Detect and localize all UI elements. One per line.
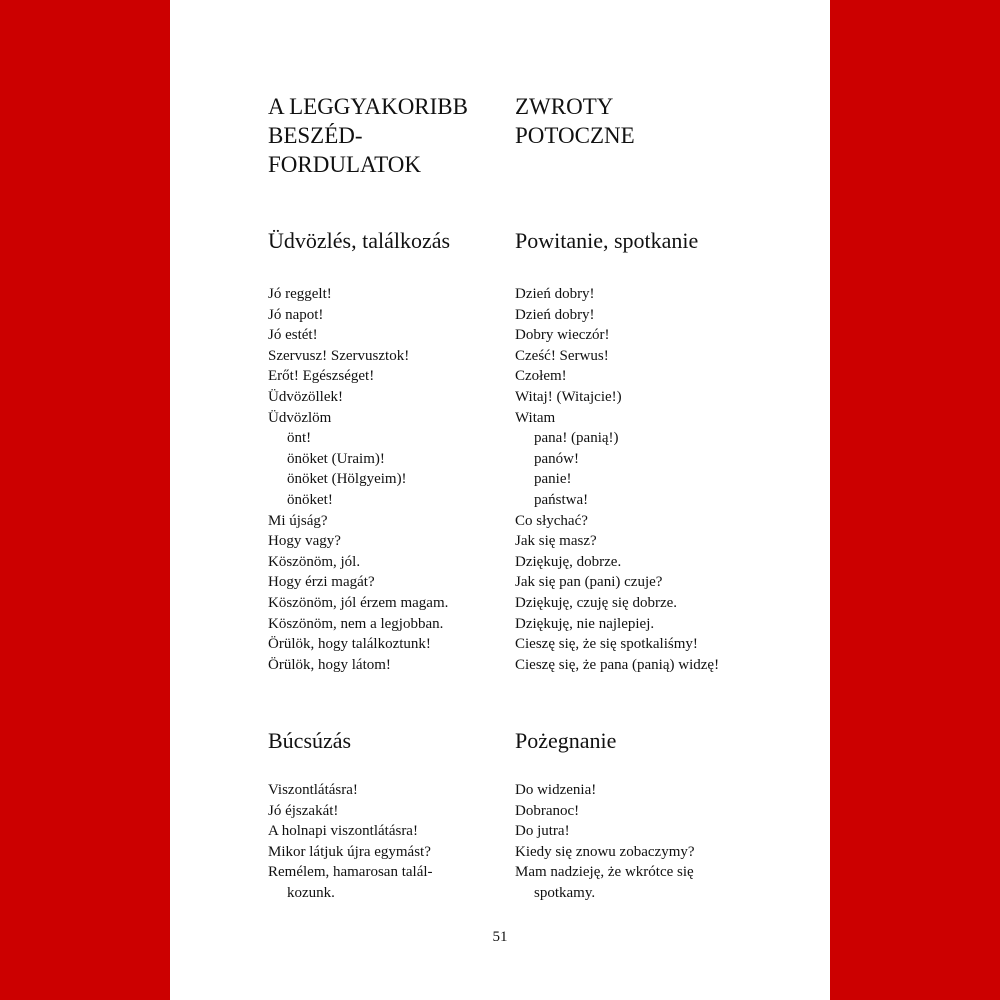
phrase-list-greeting-pl — [515, 284, 815, 675]
phrase-hu: Szervusz! Szervusztok! — [268, 347, 410, 364]
phrase-hu: Köszönöm, jól. — [268, 553, 361, 570]
phrase-pl: spotkamy. — [534, 884, 596, 901]
phrase-hu: Erőt! Egészséget! — [268, 368, 375, 385]
title-hu-line: FORDULATOK — [268, 152, 421, 177]
phrase-hu: Jó reggelt! — [268, 286, 332, 302]
phrase-pl: Cieszę się, że pana (panią) widzę! — [515, 656, 720, 673]
phrase-hu: Köszönöm, nem a legjobban. — [268, 615, 444, 632]
title-polish — [515, 92, 815, 150]
phrase-pl: Jak się pan (pani) czuje? — [515, 574, 663, 591]
phrase-pl: Jak się masz? — [515, 533, 597, 550]
phrase-hu: önt! — [287, 430, 312, 447]
phrase-list-greeting-hu — [268, 284, 508, 675]
phrase-pl: Dziękuję, nie najlepiej. — [515, 615, 655, 632]
title-pl-line: POTOCZNE — [515, 123, 635, 148]
phrase-pl: Do widzenia! — [515, 782, 597, 798]
phrase-pl: Dzień dobry! — [515, 286, 595, 302]
phrase-pl: panie! — [534, 471, 572, 488]
phrase-hu: kozunk. — [287, 884, 335, 901]
phrase-pl: Cieszę się, że się spotkaliśmy! — [515, 636, 698, 653]
phrase-hu: Üdvözlöm — [268, 409, 332, 426]
phrase-hu: Viszontlátásra! — [268, 782, 358, 798]
title-hu-line: BESZÉD- — [268, 123, 363, 148]
phrase-pl: Kiedy się znowu zobaczymy? — [515, 843, 695, 860]
phrase-hu: Mikor látjuk újra egymást? — [268, 843, 431, 860]
phrase-pl: Cześć! Serwus! — [515, 347, 609, 364]
phrase-pl: Witam — [515, 409, 556, 426]
phrase-hu: Örülök, hogy látom! — [268, 656, 391, 673]
phrase-hu: önöket (Hölgyeim)! — [287, 471, 407, 488]
phrase-hu: Mi újság? — [268, 512, 328, 529]
phrase-hu: Remélem, hamarosan talál- — [268, 864, 433, 881]
phrase-hu: Jó estét! — [268, 327, 318, 344]
phrase-hu: Hogy vagy? — [268, 533, 341, 550]
phrase-hu: Hogy érzi magát? — [268, 574, 375, 591]
phrase-pl: Witaj! (Witajcie!) — [515, 388, 622, 405]
phrase-hu: Köszönöm, jól érzem magam. — [268, 594, 449, 611]
phrase-pl: pana! (panią!) — [534, 430, 619, 447]
phrase-hu: önöket (Uraim)! — [287, 450, 385, 467]
section-heading-greeting-pl: Powitanie, spotkanie — [515, 228, 699, 253]
phrase-pl: panów! — [534, 450, 579, 467]
phrase-pl: Dziękuję, dobrze. — [515, 553, 622, 570]
title-hu-line: A LEGGYAKORIBB — [268, 94, 468, 119]
phrase-list-farewell-pl — [515, 780, 815, 904]
phrase-pl: Mam nadzieję, że wkrótce się — [515, 864, 694, 881]
phrase-hu: önöket! — [287, 491, 333, 508]
section-heading-farewell-pl: Pożegnanie — [515, 728, 617, 753]
phrase-list-farewell-hu — [268, 780, 508, 904]
phrase-pl: Dobry wieczór! — [515, 327, 610, 344]
title-hungarian — [268, 92, 508, 179]
book-page — [170, 0, 830, 1000]
phrase-pl: Dobranoc! — [515, 802, 580, 819]
phrase-pl: państwa! — [534, 491, 589, 508]
phrase-hu: Jó éjszakát! — [268, 802, 339, 819]
section-heading-farewell-hu: Búcsúzás — [268, 728, 352, 753]
phrase-pl: Co słychać? — [515, 512, 588, 529]
phrase-pl: Do jutra! — [515, 823, 570, 840]
phrase-hu: Jó napot! — [268, 306, 324, 323]
title-pl-line: ZWROTY — [515, 94, 614, 119]
phrase-hu: Üdvözöllek! — [268, 388, 343, 405]
phrase-pl: Dzień dobry! — [515, 306, 595, 323]
phrase-hu: Örülök, hogy találkoztunk! — [268, 636, 431, 653]
page-number: 51 — [492, 929, 508, 945]
phrase-hu: A holnapi viszontlátásra! — [268, 823, 418, 840]
section-heading-greeting-hu: Üdvözlés, találkozás — [268, 228, 451, 253]
phrase-pl: Dziękuję, czuję się dobrze. — [515, 594, 678, 611]
phrase-pl: Czołem! — [515, 368, 567, 385]
